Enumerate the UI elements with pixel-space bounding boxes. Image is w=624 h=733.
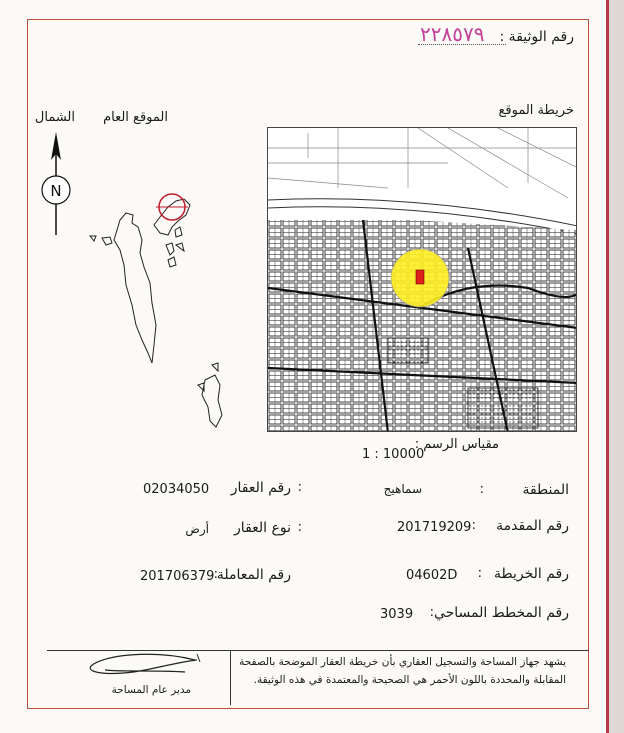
map-number-value: 04602D	[406, 568, 458, 583]
survey-plan-colon: :	[429, 605, 434, 620]
area-colon: :	[479, 482, 484, 497]
north-label: الشمال	[34, 110, 75, 125]
property-type-label: نوع العقار	[234, 520, 291, 536]
application-number-value: 201719209	[397, 520, 472, 535]
property-number-colon: :	[297, 480, 302, 495]
application-number-label: رقم المقدمة	[496, 518, 569, 534]
property-number-label: رقم العقار	[230, 480, 291, 496]
application-number-colon: :	[471, 518, 476, 533]
scale-label: مقياس الرسم :	[414, 437, 499, 452]
certification-line-1: يشهد جهاز المساحة والتسجيل العقاري بأن خريطة العقار الموضحة بالصفحة	[239, 656, 566, 668]
page-margin	[609, 0, 624, 733]
north-arrow-icon	[38, 130, 74, 240]
north-letter: N	[50, 182, 62, 200]
certification-line-2: المقابلة والمحددة باللون الأحمر هي الصحيحة والمعتمدة في هذه الوثيقة.	[253, 674, 566, 686]
area-label: المنطقة	[522, 482, 569, 498]
survey-plan-label: رقم المخطط المساحي	[433, 605, 569, 621]
map-number-label: رقم الخريطة	[493, 566, 569, 582]
transaction-number-value: 201706379	[140, 569, 215, 584]
signature	[85, 648, 215, 688]
property-parcel	[416, 270, 424, 284]
document-number-underline	[418, 44, 506, 45]
property-type-colon: :	[297, 520, 302, 535]
transaction-number-label: رقم المعاملة	[216, 567, 291, 583]
signatory-title: مدير عام المساحة	[111, 684, 191, 696]
site-map-label: خريطة الموقع	[498, 103, 574, 118]
property-number-value: 02034050	[143, 482, 210, 497]
document-number-value: ٢٢٨٥٧٩	[420, 22, 485, 46]
scale-value: 1 : 10000	[362, 447, 425, 462]
property-type-value: أرض	[185, 522, 209, 536]
general-location-map	[80, 185, 260, 435]
transaction-number-colon: :	[213, 567, 218, 582]
survey-plan-value: 3039	[380, 607, 414, 622]
general-location-label: الموقع العام	[103, 110, 168, 125]
document-number-label: رقم الوثيقة :	[499, 29, 574, 45]
certification-divider	[230, 650, 231, 705]
area-value: سماهيج	[383, 482, 422, 496]
map-number-colon: :	[477, 566, 482, 581]
site-map	[267, 127, 577, 432]
